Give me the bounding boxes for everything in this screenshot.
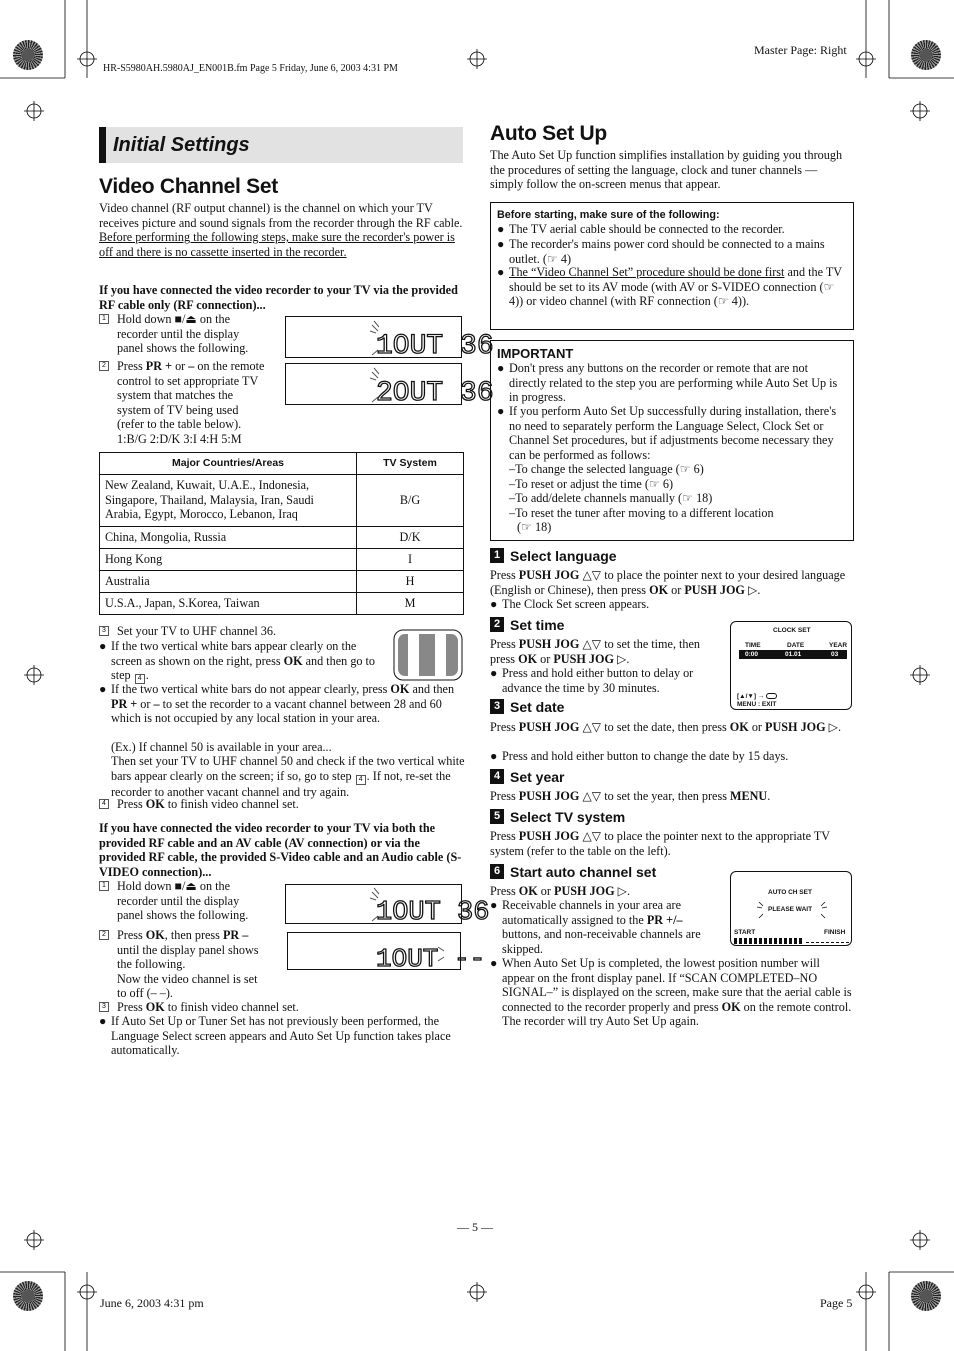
svg-text:1OUT 36: 1OUT 36	[376, 898, 490, 928]
section-banner	[99, 127, 463, 163]
step-5-heading: 5 Select TV system	[490, 809, 625, 825]
clock-menu-exit: MENU : EXIT	[737, 701, 777, 708]
display-panel-1out36	[285, 316, 494, 362]
av-step-3: 3 Press OK to finish video channel set.	[99, 1000, 299, 1015]
step-5-text: Press PUSH JOG △▽ to place the pointer next to the appropriate TV system (refer to the table on the left).	[490, 829, 830, 858]
important-title: IMPORTANT	[497, 346, 574, 361]
rf-step3-bullet-b: ● If the two vertical white bars do not appear clearly, press OK and then PR + or – to set the recorder to a vacant channel between 28 and 60 which is not occupied by any local station in your area.	[99, 682, 455, 726]
video-channel-set-title: Video Channel Set	[99, 175, 278, 198]
file-info: HR-S5980AH.5980AJ_EN001B.fm Page 5 Friday, June 6, 2003 4:31 PM	[103, 63, 398, 74]
step-4-text: Press PUSH JOG △▽ to set the year, then press MENU.	[490, 789, 771, 803]
display-panel-2out36	[285, 363, 494, 409]
ok-button-icon	[766, 693, 777, 699]
important-item: ● If you perform Auto Set Up successfully during installation, there's no need to separately perform the Language Select, Clock Set or Channel Set procedures, but if adjustments become necessary they can be performed as follows:	[497, 404, 837, 462]
tv-white-bars-icon	[393, 629, 463, 681]
auto-ch-set-title: AUTO CH SET	[768, 889, 812, 896]
table-row: China, Mongolia, Russia D/K	[100, 526, 464, 548]
step-1-heading: 1 Select language	[490, 548, 617, 564]
display-panel-1out36-b	[285, 884, 490, 928]
av-connection-heading: If you have connected the video recorder to your TV via both the provided RF cable and an AV cable (AV connection) or via the provided RF cable, the provided S-Video cable and an Audio cable (S-VIDEO connection)...	[99, 821, 462, 879]
footer-date: June 6, 2003 4:31 pm	[100, 1296, 204, 1310]
table-row: New Zealand, Kuwait, U.A.E., Indonesia, Singapore, Thailand, Malaysia, Iran, Saudi Arabia, Egypt, Morocco, Lebanon, Iraq B/G	[100, 474, 464, 526]
important-sublist: –To change the selected language (☞ 6) –To reset or adjust the time (☞ 6) –To add/delete channels manually (☞ 18) –To reset the tuner after moving to a different location (☞ 18)	[509, 462, 774, 535]
rf-step-2: 2 Press PR + or – on the remote control to set appropriate TV system that matches the system of TV being used (refer to the table below).	[99, 359, 329, 432]
rf-only-heading: If you have connected the video recorder to your TV via the provided RF cable only (RF connection)...	[99, 283, 458, 312]
before-item: ● The TV aerial cable should be connected to the recorder.	[497, 222, 785, 236]
please-wait-label: PLEASE WAIT	[768, 906, 813, 913]
master-page-label: Master Page: Right	[754, 43, 847, 57]
auto-setup-note: ● If Auto Set Up or Tuner Set has not previously been performed, the Language Select screen appears and Auto Set Up function takes place automatically.	[99, 1014, 451, 1058]
svg-text:2OUT 36: 2OUT 36	[376, 378, 494, 409]
auto-ch-set-screen	[730, 871, 852, 946]
display-panel-1out-off	[287, 932, 486, 974]
step-6-bullet-2: ● When Auto Set Up is completed, the lowest position number will appear on the front display panel. If “SCAN COMPLETED–NO SIGNAL–” is displayed on the screen, make sure that the aerial cable is connected to the recorder properly and press OK on the remote control. The recorder will try Auto Set Up again.	[490, 956, 852, 1029]
step-6-bullet-1: ● Receivable channels in your area are automatically assigned to the PR +/– buttons, and non-receivable channels are skipped.	[490, 898, 701, 956]
clock-label-date: DATE	[787, 642, 805, 649]
av-step-2: 2 Press OK, then press PR – until the display panel shows the following. Now the video channel is set to off (– –).	[99, 928, 274, 1001]
auto-set-up-intro: The Auto Set Up function simplifies installation by guiding you through the procedures of setting the language, clock and tuner channels — simply follow the on-screen menus that appear.	[490, 148, 843, 192]
important-item: ● Don't press any buttons on the recorder or remote that are not directly related to the step you are performing while Auto Set Up is in progress.	[497, 361, 838, 405]
section-banner-title: Initial Settings	[113, 134, 250, 156]
rf-step-4: 4 Press OK to finish video channel set.	[99, 797, 299, 812]
svg-text:1OUT 36: 1OUT 36	[376, 331, 494, 362]
before-item: ● The “Video Channel Set” procedure should be done first and the TV should be set to its AV mode (with AV or S-VIDEO connection (☞ 4)) or video channel (with RF connection (☞ 4)).	[497, 265, 842, 309]
before-starting-box	[490, 202, 854, 330]
step-4-heading: 4 Set year	[490, 769, 564, 785]
rf-step3-bullet-a: ● If the two vertical white bars appear clearly on the screen as shown on the right, press OK and then go to step 4 .	[99, 639, 376, 683]
clock-label-year: YEAR	[829, 642, 848, 649]
table-row: Hong Kong I	[100, 548, 464, 570]
page-number: — 5 —	[457, 1220, 493, 1234]
clock-value-time: 0:00	[745, 651, 759, 658]
table-row: Australia H	[100, 570, 464, 592]
start-label: START	[734, 929, 756, 936]
finish-label: FINISH	[824, 929, 846, 936]
example-line-1: (Ex.) If channel 50 is available in your area...	[111, 740, 332, 754]
step-6-text: Press OK or PUSH JOG ▷.	[490, 884, 631, 898]
rf-step-3: 3 Set your TV to UHF channel 36.	[99, 624, 276, 639]
step-6-heading: 6 Start auto channel set	[490, 864, 656, 880]
important-box	[490, 340, 854, 541]
footer-page: Page 5	[820, 1296, 853, 1310]
before-item: ● The recorder's mains power cord should be connected to a mains outlet. (☞ 4)	[497, 237, 825, 266]
step-3-text: Press PUSH JOG △▽ to set the date, then press OK or PUSH JOG ▷.	[490, 720, 842, 734]
step-2-bullet: ● Press and hold either button to delay or advance the time by 30 minutes.	[490, 666, 694, 695]
step-2-text: Press PUSH JOG △▽ to set the time, then press OK or PUSH JOG ▷.	[490, 637, 701, 666]
table-header: Major Countries/Areas	[100, 453, 357, 475]
svg-text:1OUT --: 1OUT --	[376, 944, 486, 974]
clock-set-screen	[730, 621, 852, 710]
clock-set-title: CLOCK SET	[773, 627, 811, 634]
before-heading: Before starting, make sure of the following:	[497, 209, 720, 221]
tv-system-table	[99, 452, 464, 615]
step-1-bullet: ● The Clock Set screen appears.	[490, 597, 650, 611]
av-step-1: 1 Hold down ■/⏏ on the recorder until the display panel shows the following.	[99, 879, 269, 923]
table-row: U.S.A., Japan, S.Korea, Taiwan M	[100, 592, 464, 614]
step-1-text: Press PUSH JOG △▽ to place the pointer next to your desired language (English or Chinese), then press OK or PUSH JOG ▷.	[490, 568, 846, 597]
clock-hint: [▲/▼] →	[737, 693, 777, 701]
scan-progress-bar	[734, 938, 850, 944]
step-3-bullet: ● Press and hold either button to change the date by 15 days.	[490, 749, 789, 763]
clock-label-time: TIME	[745, 642, 761, 649]
example-line-2: Then set your TV to UHF channel 50 and check if the two vertical white bars appear clearly on the screen; if so, go to step 4 . If not, re-set the recorder to another vacant channel and try again.	[111, 754, 465, 799]
auto-set-up-title: Auto Set Up	[490, 122, 607, 145]
video-channel-intro: Video channel (RF output channel) is the channel on which your TV receives picture and sound signals from the recorder through the RF cable. Before performing the following steps, make sure the recorder's power is off and there is no cassette inserted in the recorder.	[99, 201, 463, 259]
rf-step-1: 1 Hold down ■/⏏ on the recorder until the display panel shows the following.	[99, 312, 269, 356]
clock-value-year: 03	[831, 651, 839, 658]
step-3-heading: 3 Set date	[490, 699, 564, 715]
clock-value-date: 01.01	[785, 651, 802, 658]
tv-system-codes: 1:B/G 2:D/K 3:I 4:H 5:M	[117, 432, 242, 446]
step-2-heading: 2 Set time	[490, 617, 564, 633]
table-header: TV System	[357, 453, 464, 475]
